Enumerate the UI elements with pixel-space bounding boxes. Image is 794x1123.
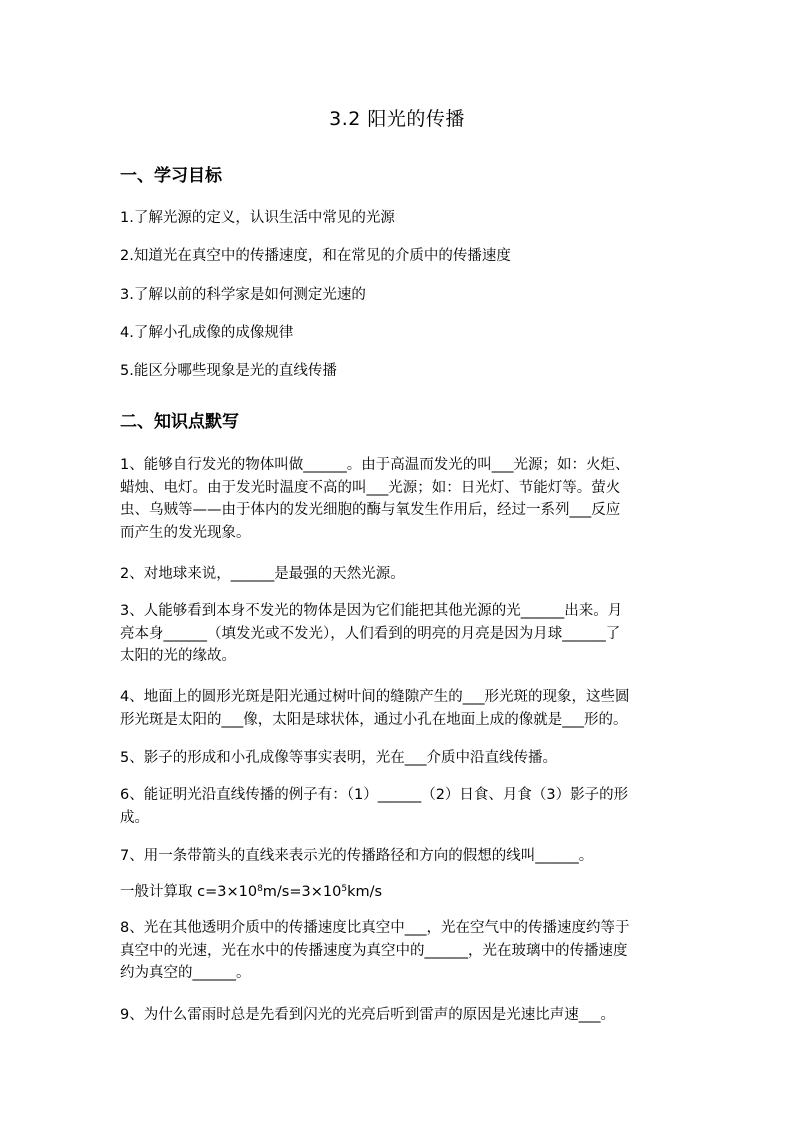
goal-item: 3.了解以前的科学家是如何测定光速的 [120, 287, 366, 303]
question-line: 真空中的光速，光在水中的传播速度为真空中的______，光在玻璃中的传播速度 [120, 942, 628, 959]
question-line: 蜡烛、电灯。由于发光时温度不高的叫___光源；如：日光灯、节能灯等。萤火 [120, 479, 621, 496]
question-line: 4、地面上的圆形光斑是阳光通过树叶间的缝隙产生的___形光斑的现象，这些圆 [120, 689, 630, 705]
question-4 [120, 686, 680, 731]
question-line: 9、为什么雷雨时总是先看到闪光的光亮后听到雷声的原因是光速比声速___。 [120, 1007, 615, 1023]
question-line: 而产生的发光现象。 [120, 524, 251, 541]
question-line: 3、人能够看到本身不发光的物体是因为它们能把其他光源的光______出来。月 [120, 603, 623, 619]
question-1 [120, 454, 680, 544]
question-line: 虫、乌贼等——由于体内的发光细胞的酶与氧发生作用后，经过一系列___反应 [120, 502, 621, 518]
question-line: 8、光在其他透明介质中的传播速度比真空中___，光在空气中的传播速度约等于 [120, 920, 630, 936]
goal-item: 5.能区分哪些现象是光的直线传播 [120, 363, 337, 379]
formula-exponent: 5 [341, 884, 348, 894]
formula-part: km/s [347, 884, 383, 900]
question-line: 7、用一条带箭头的直线来表示光的传播路径和方向的假想的线叫______。 [120, 848, 594, 864]
question-line: 太阳的光的缘故。 [120, 648, 236, 664]
question-8 [120, 917, 680, 985]
question-line: 5、影子的形成和小孔成像等事实表明，光在___介质中沿直线传播。 [120, 750, 557, 766]
question-line: 约为真空的______。 [120, 965, 251, 981]
question-2 [120, 563, 680, 586]
question-6 [120, 784, 680, 829]
question-5 [120, 747, 680, 770]
goal-item: 1.了解光源的定义，认识生活中常见的光源 [120, 210, 395, 226]
formula-exponent: 8 [257, 884, 263, 894]
question-9 [120, 1004, 680, 1027]
formula-part: 一般计算取 c=3×10 [120, 884, 258, 900]
question-line: 6、能证明光沿直线传播的例子有：（1）______（2）日食、月食（3）影子的形 [120, 787, 629, 803]
question-line: 1、能够自行发光的物体叫做______。由于高温而发光的叫___光源；如：火炬、 [120, 457, 630, 473]
goal-item: 2.知道光在真空中的传播速度，和在常见的介质中的传播速度 [120, 248, 511, 264]
question-line: 2、对地球来说，______是最强的天然光源。 [120, 566, 405, 582]
section-heading-knowledge-points: 二、知识点默写 [120, 412, 239, 432]
question-3 [120, 600, 680, 668]
formula-part: m/s=3×10 [262, 884, 342, 900]
question-line: 亮本身______（填发光或不发光），人们看到的明亮的月亮是因为月球______了 [120, 625, 621, 642]
section-heading-learning-goals: 一、学习目标 [120, 166, 222, 186]
page-title: 3.2 阳光的传播 [329, 108, 465, 130]
goal-item: 4.了解小孔成像的成像规律 [120, 325, 294, 341]
question-line: 形光斑是太阳的___像，太阳是球状体，通过小孔在地面上成的像就是___形的。 [120, 711, 628, 728]
question-7 [120, 845, 680, 868]
light-speed-formula [120, 881, 382, 903]
question-line: 成。 [120, 809, 149, 826]
